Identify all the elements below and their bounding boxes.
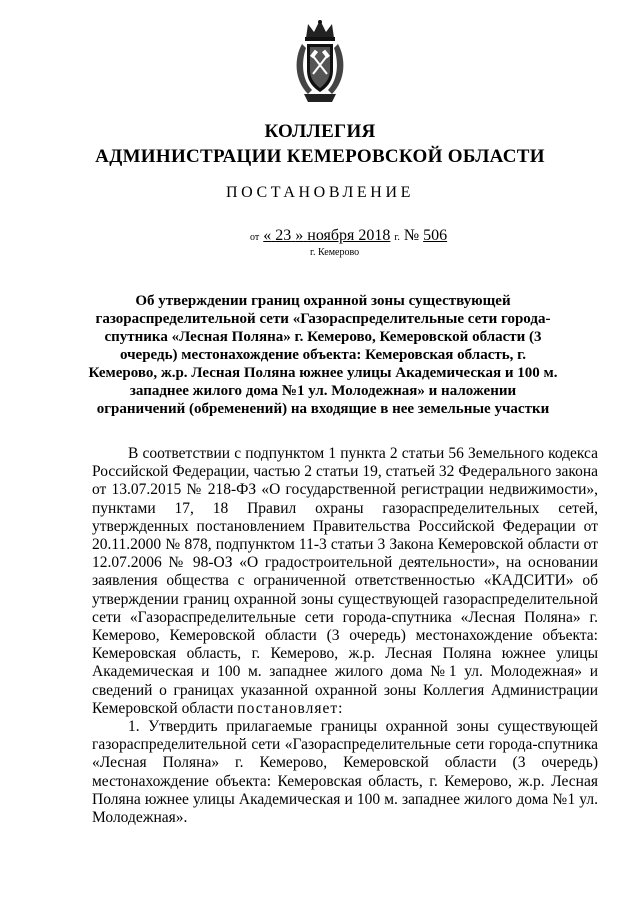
document-city: г. Кемерово [310, 247, 360, 258]
organization-name-line1: КОЛЛЕГИЯ [264, 121, 376, 142]
date-day: 23 [275, 227, 292, 244]
coat-of-arms-emblem [292, 18, 348, 104]
date-month-year: ноября 2018 [307, 227, 391, 244]
number-prefix: № [403, 227, 420, 244]
date-year-suffix: г. [394, 232, 400, 243]
date-value [263, 227, 390, 244]
body-paragraph-1 [92, 445, 598, 718]
document-title: Об утверждении границ охранной зоны существующей газораспределительной сети «Газораспределительные сети города-спутника «Лесная Поляна» г. Кемерово, Кемеровской области (3 очередь) местонахождение объекта: Кемеровская область, г. Кемерово, ж.р. Лесная Поляна южнее улицы Академическая и 100 м. западнее жилого дома №1 ул. Молодежная» и наложении ограничений (обременений) на входящие в нее земельные участки [88, 293, 558, 417]
document-type: ПОСТАНОВЛЕНИЕ [226, 184, 414, 201]
document-body [92, 445, 598, 827]
date-open-quote: « [263, 227, 272, 244]
document-number: 506 [423, 227, 448, 244]
document-date-number [250, 227, 447, 245]
organization-name-line2: АДМИНИСТРАЦИИ КЕМЕРОВСКОЙ ОБЛАСТИ [95, 146, 545, 167]
resolve-keyword: постановляет: [237, 699, 344, 717]
body-paragraph-2: 1. Утвердить прилагаемые границы охранной зоны существующей газораспределительной сети «Газораспределительные сети города-спутника «Лесная Поляна» г. Кемерово, Кемеровской области (3 очередь) местонахождение объекта: Кемеровская область, г. Кемерово, ж.р. Лесная Поляна южнее улицы Академическая и 100 м. западнее жилого дома №1 ул. Молодежная». [92, 718, 598, 827]
date-prefix: от [250, 232, 260, 243]
date-close-quote: » [295, 227, 304, 244]
paragraph-1-text: В соответствии с подпунктом 1 пункта 2 статьи 56 Земельного кодекса Российской Федерации, частью 2 статьи 19, статьей 32 Федерального закона от 13.07.2015 № 218-ФЗ «О государственной регистрации недвижимости», пунктами 17, 18 Правил охраны газораспределительных сетей, утвержденных постановлением Правительства Российской Федерации от 20.11.2000 № 878, подпунктом 11-3 статьи 3 Закона Кемеровской области от 12.07.2006 № 98-ОЗ «О градостроительной деятельности», на основании заявления общества с ограниченной ответственностью «КАДСИТИ» об утверждении границ охранной зоны существующей газораспределительной сети «Газораспределительные сети города-спутника «Лесная Поляна» г. Кемерово, Кемеровской области (3 очередь) местонахождение объекта: Кемеровская область, г. Кемерово, ж.р. Лесная Поляна южнее улицы Академическая и 100 м. западнее жилого дома №1 ул. Молодежная» и сведений о границах указанной охранной зоны Коллегия Администрации Кемеровской области [92, 445, 598, 717]
